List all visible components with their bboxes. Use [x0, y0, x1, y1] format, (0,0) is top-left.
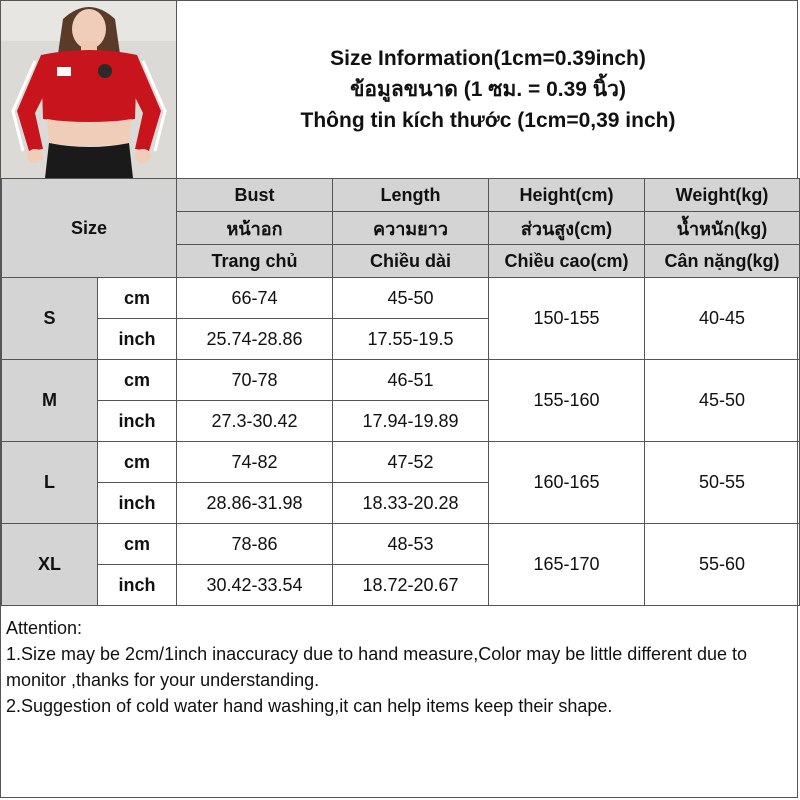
bust-cm: 70-78: [177, 360, 333, 401]
notes-line-2: 2.Suggestion of cold water hand washing,it can help items keep their shape.: [6, 696, 613, 716]
col-length-vi: Chiều dài: [333, 245, 489, 278]
bust-inch: 28.86-31.98: [177, 483, 333, 524]
col-weight-vi: Cân nặng(kg): [645, 245, 800, 278]
length-inch: 18.33-20.28: [333, 483, 489, 524]
weight-range: 40-45: [645, 278, 800, 360]
table-row: [2, 524, 800, 565]
bust-inch: 25.74-28.86: [177, 319, 333, 360]
height-range: 165-170: [489, 524, 645, 606]
unit-inch: inch: [98, 483, 177, 524]
col-bust-en: Bust: [177, 179, 333, 212]
size-label: L: [2, 442, 98, 524]
size-label: XL: [2, 524, 98, 606]
header: [1, 1, 799, 179]
unit-cm: cm: [98, 278, 177, 319]
bust-cm: 74-82: [177, 442, 333, 483]
unit-inch: inch: [98, 401, 177, 442]
length-cm: 45-50: [333, 278, 489, 319]
length-inch: 17.55-19.5: [333, 319, 489, 360]
title-block: [177, 1, 799, 178]
col-bust-vi: Trang chủ: [177, 245, 333, 278]
title-english: Size Information(1cm=0.39inch): [330, 47, 646, 70]
col-height-th: ส่วนสูง(cm): [489, 212, 645, 245]
col-weight-en: Weight(kg): [645, 179, 800, 212]
unit-cm: cm: [98, 524, 177, 565]
unit-inch: inch: [98, 319, 177, 360]
table-row: [2, 278, 800, 319]
length-inch: 18.72-20.67: [333, 565, 489, 606]
attention-notes: [6, 615, 796, 719]
weight-range: 50-55: [645, 442, 800, 524]
title-vietnamese: Thông tin kích thước (1cm=0,39 inch): [300, 109, 676, 132]
size-table: [1, 178, 800, 606]
col-length-en: Length: [333, 179, 489, 212]
col-bust-th: หน้าอก: [177, 212, 333, 245]
notes-heading: Attention:: [6, 618, 83, 638]
col-length-th: ความยาว: [333, 212, 489, 245]
length-cm: 48-53: [333, 524, 489, 565]
product-photo: [1, 1, 177, 178]
unit-inch: inch: [98, 565, 177, 606]
title-thai: ข้อมูลขนาด (1 ซม. = 0.39 นิ้ว): [350, 78, 626, 101]
height-range: 155-160: [489, 360, 645, 442]
height-range: 160-165: [489, 442, 645, 524]
col-height-en: Height(cm): [489, 179, 645, 212]
col-height-vi: Chiều cao(cm): [489, 245, 645, 278]
weight-range: 55-60: [645, 524, 800, 606]
length-cm: 46-51: [333, 360, 489, 401]
bust-inch: 27.3-30.42: [177, 401, 333, 442]
bust-inch: 30.42-33.54: [177, 565, 333, 606]
notes-line-1: 1.Size may be 2cm/1inch inaccuracy due to hand measure,Color may be little different due to monitor ,thanks for your understanding.: [6, 644, 748, 690]
bust-cm: 66-74: [177, 278, 333, 319]
bust-cm: 78-86: [177, 524, 333, 565]
table-row: [2, 442, 800, 483]
weight-range: 45-50: [645, 360, 800, 442]
height-range: 150-155: [489, 278, 645, 360]
unit-cm: cm: [98, 360, 177, 401]
header-row-en: [2, 179, 800, 212]
red-top-photo-icon: [1, 1, 177, 178]
length-inch: 17.94-19.89: [333, 401, 489, 442]
unit-cm: cm: [98, 442, 177, 483]
size-label: M: [2, 360, 98, 442]
table-row: [2, 360, 800, 401]
length-cm: 47-52: [333, 442, 489, 483]
col-weight-th: น้ำหนัก(kg): [645, 212, 800, 245]
size-label: S: [2, 278, 98, 360]
size-header: Size: [2, 179, 177, 278]
